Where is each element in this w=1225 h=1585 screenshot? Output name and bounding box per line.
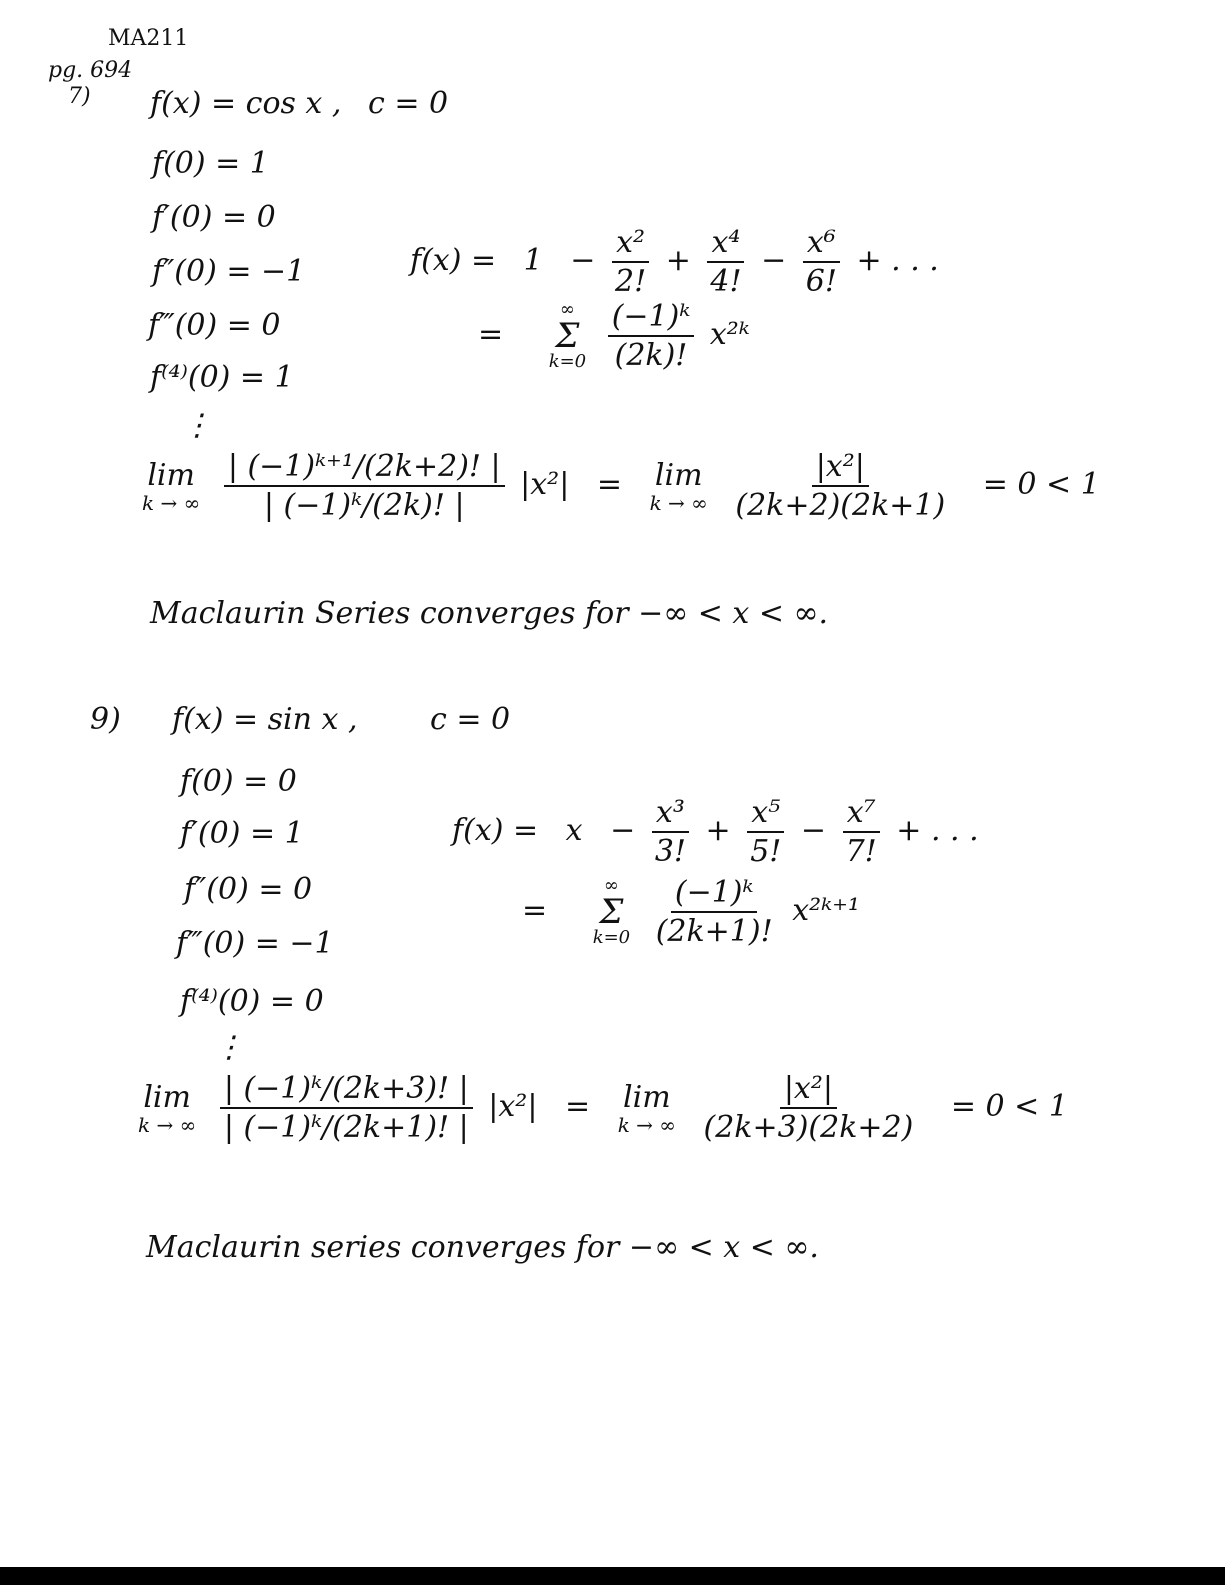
p9-lim2-fraction bbox=[700, 1072, 918, 1144]
p7-function: f(x) = cos x , bbox=[150, 86, 342, 121]
p9-series-term-2 bbox=[651, 796, 690, 868]
p9-deriv-3: f‴(0) = −1 bbox=[176, 926, 334, 961]
p7-sigma-num: (−1)ᵏ bbox=[608, 300, 695, 337]
p7-series-op-3: − bbox=[761, 243, 787, 278]
p9-deriv-4: f⁽⁴⁾(0) = 0 bbox=[180, 984, 324, 1019]
p9-series-op-2: + bbox=[705, 813, 731, 848]
p7-sigma bbox=[549, 301, 586, 371]
p7-ratio-test bbox=[142, 450, 1100, 522]
p9-sigma-fraction bbox=[652, 876, 777, 948]
p9-series-op-3: − bbox=[800, 813, 827, 848]
p9-deriv-2: f″(0) = 0 bbox=[184, 872, 313, 907]
p7-sigma-bot: k=0 bbox=[548, 351, 587, 372]
p9-series-term-4 bbox=[842, 796, 881, 868]
p9-center: c = 0 bbox=[430, 702, 511, 737]
p7-series-tail: + . . . bbox=[856, 243, 939, 278]
p7-sigma-power: x²ᵏ bbox=[709, 317, 750, 352]
p9-result: = 0 < 1 bbox=[950, 1089, 1068, 1124]
p7-lim2-fraction bbox=[731, 450, 949, 522]
p9-eq: = bbox=[565, 1089, 591, 1124]
p9-deriv-0: f(0) = 0 bbox=[180, 764, 297, 799]
p7-t2-num: x² bbox=[612, 226, 649, 263]
p9-series-term-1: x bbox=[565, 813, 583, 848]
p7-ratio-den: | (−1)ᵏ/(2k)! | bbox=[263, 488, 465, 523]
p9-ratio-den: | (−1)ᵏ/(2k+1)! | bbox=[223, 1110, 469, 1145]
p7-lim-2 bbox=[650, 459, 708, 514]
p7-series-op-2: + bbox=[665, 243, 691, 278]
p7-t2-den: 2! bbox=[614, 264, 647, 299]
p7-sigma-top: ∞ bbox=[559, 299, 575, 320]
problem-9-label: 9) bbox=[90, 702, 121, 737]
p9-lim-2-word: lim bbox=[623, 1079, 671, 1115]
p9-lim2-num: |x²| bbox=[780, 1072, 837, 1109]
p7-t4-den: 6! bbox=[805, 264, 837, 299]
p7-series-term-3 bbox=[706, 226, 745, 298]
p7-deriv-0: f(0) = 1 bbox=[152, 146, 269, 181]
p9-lim-2-sub: k → ∞ bbox=[617, 1112, 676, 1137]
p9-lim-1 bbox=[138, 1081, 196, 1136]
p9-function: f(x) = sin x , bbox=[172, 702, 358, 737]
p7-lim2-num: |x²| bbox=[812, 450, 869, 487]
p7-lim2-den: (2k+2)(2k+1) bbox=[735, 488, 946, 523]
p9-sigma-num: (−1)ᵏ bbox=[671, 876, 758, 913]
p9-t4-den: 7! bbox=[845, 834, 877, 869]
p7-lim-2-sub: k → ∞ bbox=[649, 490, 708, 515]
p9-sigma-top: ∞ bbox=[603, 875, 619, 896]
p7-sigma-sym: Σ bbox=[555, 316, 580, 356]
scan-bottom-edge bbox=[0, 1567, 1225, 1585]
p7-t3-num: x⁴ bbox=[707, 226, 744, 263]
p9-deriv-1: f′(0) = 1 bbox=[180, 816, 304, 851]
p9-sigma-den: (2k+1)! bbox=[655, 914, 773, 949]
page-reference: pg. 694 bbox=[48, 58, 133, 83]
p9-t3-num: x⁵ bbox=[747, 796, 784, 833]
p7-abs-x2: |x²| bbox=[520, 467, 570, 502]
p9-sigma-sym: Σ bbox=[599, 892, 624, 932]
p7-result: = 0 < 1 bbox=[982, 467, 1100, 502]
p7-sigma-den: (2k)! bbox=[614, 338, 688, 373]
p7-center: c = 0 bbox=[368, 86, 449, 121]
p7-deriv-4: f⁽⁴⁾(0) = 1 bbox=[150, 360, 294, 395]
p7-series-term-4 bbox=[802, 226, 841, 298]
p9-ratio-fraction bbox=[220, 1072, 473, 1144]
p9-series-tail: + . . . bbox=[896, 813, 979, 848]
p9-abs-x2: |x²| bbox=[488, 1089, 538, 1124]
p7-taylor-series bbox=[410, 226, 939, 298]
p7-lim-1 bbox=[142, 459, 200, 514]
p9-sigma-power: x²ᵏ⁺¹ bbox=[792, 893, 860, 928]
p9-ratio-test bbox=[138, 1072, 1068, 1144]
p9-series-lhs: f(x) = bbox=[452, 813, 539, 848]
problem-7-label: 7) bbox=[68, 84, 91, 109]
p7-series-lhs: f(x) = bbox=[410, 243, 497, 278]
p9-lim2-den: (2k+3)(2k+2) bbox=[703, 1110, 914, 1145]
p7-series-term-2 bbox=[611, 226, 650, 298]
p9-t2-num: x³ bbox=[652, 796, 689, 833]
p7-conclusion: Maclaurin Series converges for −∞ < x < ∞. bbox=[150, 596, 829, 631]
p9-ratio-num: | (−1)ᵏ/(2k+3)! | bbox=[220, 1072, 473, 1109]
p9-dots: ⋮ bbox=[214, 1030, 244, 1065]
p9-t4-num: x⁷ bbox=[843, 796, 880, 833]
p9-series-term-3 bbox=[746, 796, 785, 868]
p9-lim-1-sub: k → ∞ bbox=[138, 1112, 197, 1137]
p7-sigma-form bbox=[478, 300, 750, 372]
p9-sigma-eq: = bbox=[522, 893, 548, 928]
p9-t3-den: 5! bbox=[750, 834, 782, 869]
p7-ratio-fraction bbox=[224, 450, 505, 522]
p7-lim-2-word: lim bbox=[654, 457, 703, 493]
p7-deriv-2: f″(0) = −1 bbox=[152, 254, 306, 289]
p9-sigma-form bbox=[522, 876, 860, 948]
p7-sigma-fraction bbox=[608, 300, 695, 372]
p9-lim-1-word: lim bbox=[143, 1079, 191, 1115]
p9-sigma bbox=[593, 877, 630, 947]
p7-ratio-num: | (−1)ᵏ⁺¹/(2k+2)! | bbox=[224, 450, 505, 487]
course-label: MA211 bbox=[108, 26, 189, 51]
p9-series-op-1: − bbox=[610, 813, 636, 848]
p7-deriv-1: f′(0) = 0 bbox=[152, 200, 276, 235]
p7-lim-1-word: lim bbox=[147, 457, 195, 493]
p7-sigma-eq: = bbox=[478, 317, 504, 352]
p7-t4-num: x⁶ bbox=[803, 226, 840, 263]
p9-conclusion: Maclaurin series converges for −∞ < x < ∞. bbox=[146, 1230, 819, 1265]
p9-lim-2 bbox=[618, 1081, 676, 1136]
p7-series-term-1: 1 bbox=[523, 243, 543, 278]
p7-dots: ⋮ bbox=[182, 408, 212, 443]
p7-deriv-3: f‴(0) = 0 bbox=[148, 308, 281, 343]
p7-lim-1-sub: k → ∞ bbox=[142, 490, 201, 515]
p7-t3-den: 4! bbox=[710, 264, 742, 299]
p9-taylor-series bbox=[452, 796, 979, 868]
p7-eq: = bbox=[596, 467, 623, 502]
p9-t2-den: 3! bbox=[654, 834, 686, 869]
p9-sigma-bot: k=0 bbox=[592, 927, 631, 948]
p7-series-op-1: − bbox=[570, 243, 596, 278]
